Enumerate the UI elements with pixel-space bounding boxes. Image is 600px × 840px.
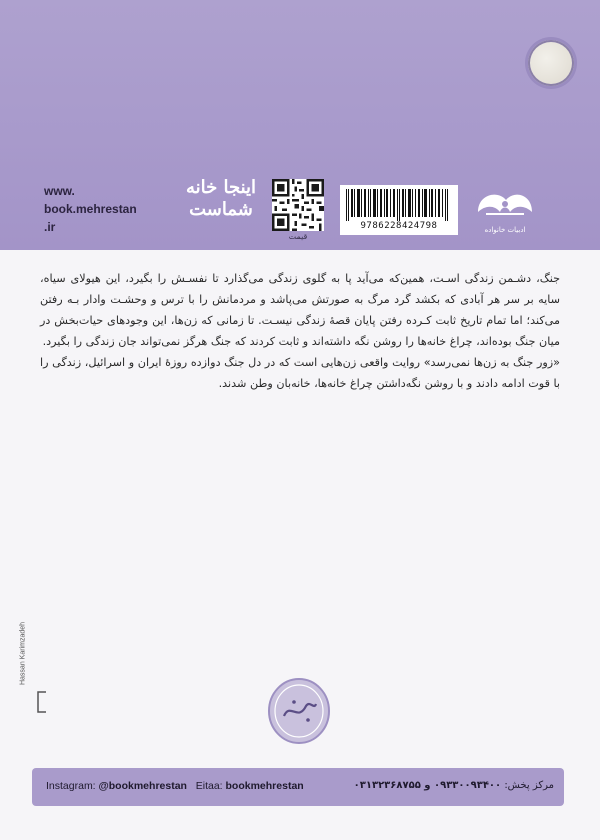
contact-band bbox=[32, 768, 564, 806]
distribution-label: مرکز پخش: bbox=[504, 780, 554, 791]
distribution-contact bbox=[354, 780, 554, 791]
brand-slogan-line-1: اینجا خانه bbox=[185, 177, 257, 198]
social-handles bbox=[46, 780, 304, 792]
instagram-label: Instagram: bbox=[46, 780, 96, 792]
price-label: قیمت bbox=[288, 232, 308, 241]
website-address bbox=[44, 182, 164, 236]
barcode-icon bbox=[344, 189, 454, 221]
hang-hole bbox=[528, 40, 574, 86]
qr-code-icon bbox=[272, 178, 324, 232]
back-cover-blurb bbox=[40, 268, 560, 394]
designer-credit bbox=[14, 600, 34, 720]
isbn-number: 9786228424798 bbox=[360, 221, 438, 231]
blurb-paragraph-1: جنگ، دشـمن زندگی اسـت، همین‌که می‌آید پا به گلوی زندگی می‌گذارد تا نفسـش را بگیرد، این هیولای سیاه، سایه بر سر هر آبادی که بکشد گرد مرگ به صورتش می‌پاشد و مردمانش را با ترس و وحشـت وادار بـه رفتن می‌کند؛ اما تمام تاریخ ثابت کـرده رفتن پایان قصهٔ زندگی نیسـت. تا زمانی که زن‌ها، این وجودهای حیات‌بخش در میان جنگ بوده‌اند، چراغ خانه‌ها را روشن نگه داشته‌اند و ثابت کردند که جنگ هرگز نمی‌تواند جان زندگی را بگیرد. bbox=[40, 272, 560, 348]
publisher-seal-icon bbox=[264, 676, 334, 746]
brand-slogan-logo bbox=[178, 177, 264, 237]
bracket-mark-icon bbox=[34, 690, 48, 714]
blurb-paragraph-2: «زور جنگ به زن‌ها نمی‌رسد» روایت واقعی زن‌هایی است که در دل جنگ دوازده روزهٔ ایران و اسرائیل، زندگی را با قوت ادامه دادند و با روشن نگه‌داشتن چراغ خانه‌ها، خانه‌بان وطن شدند. bbox=[40, 356, 560, 390]
distribution-phones[interactable]: ۰۹۳۳۰۰۹۳۴۰۰ و ۰۳۱۳۲۳۶۸۷۵۵ bbox=[353, 780, 502, 791]
brand-slogan-line-2: شماست bbox=[189, 199, 253, 220]
website-line-2: book.mehrestan bbox=[44, 202, 137, 216]
designer-name: Hassan Karimzadeh bbox=[19, 621, 27, 686]
eitaa-label: Eitaa: bbox=[195, 780, 223, 792]
isbn-barcode bbox=[340, 185, 458, 235]
top-color-band bbox=[0, 0, 600, 250]
publisher-caption: ادبیات خانواده bbox=[484, 226, 526, 234]
website-line-1: www. bbox=[44, 184, 75, 198]
eitaa-handle[interactable]: bookmehrestan bbox=[225, 780, 304, 792]
website-line-3: .ir bbox=[44, 220, 56, 234]
instagram-handle[interactable]: @bookmehrestan bbox=[98, 780, 187, 792]
